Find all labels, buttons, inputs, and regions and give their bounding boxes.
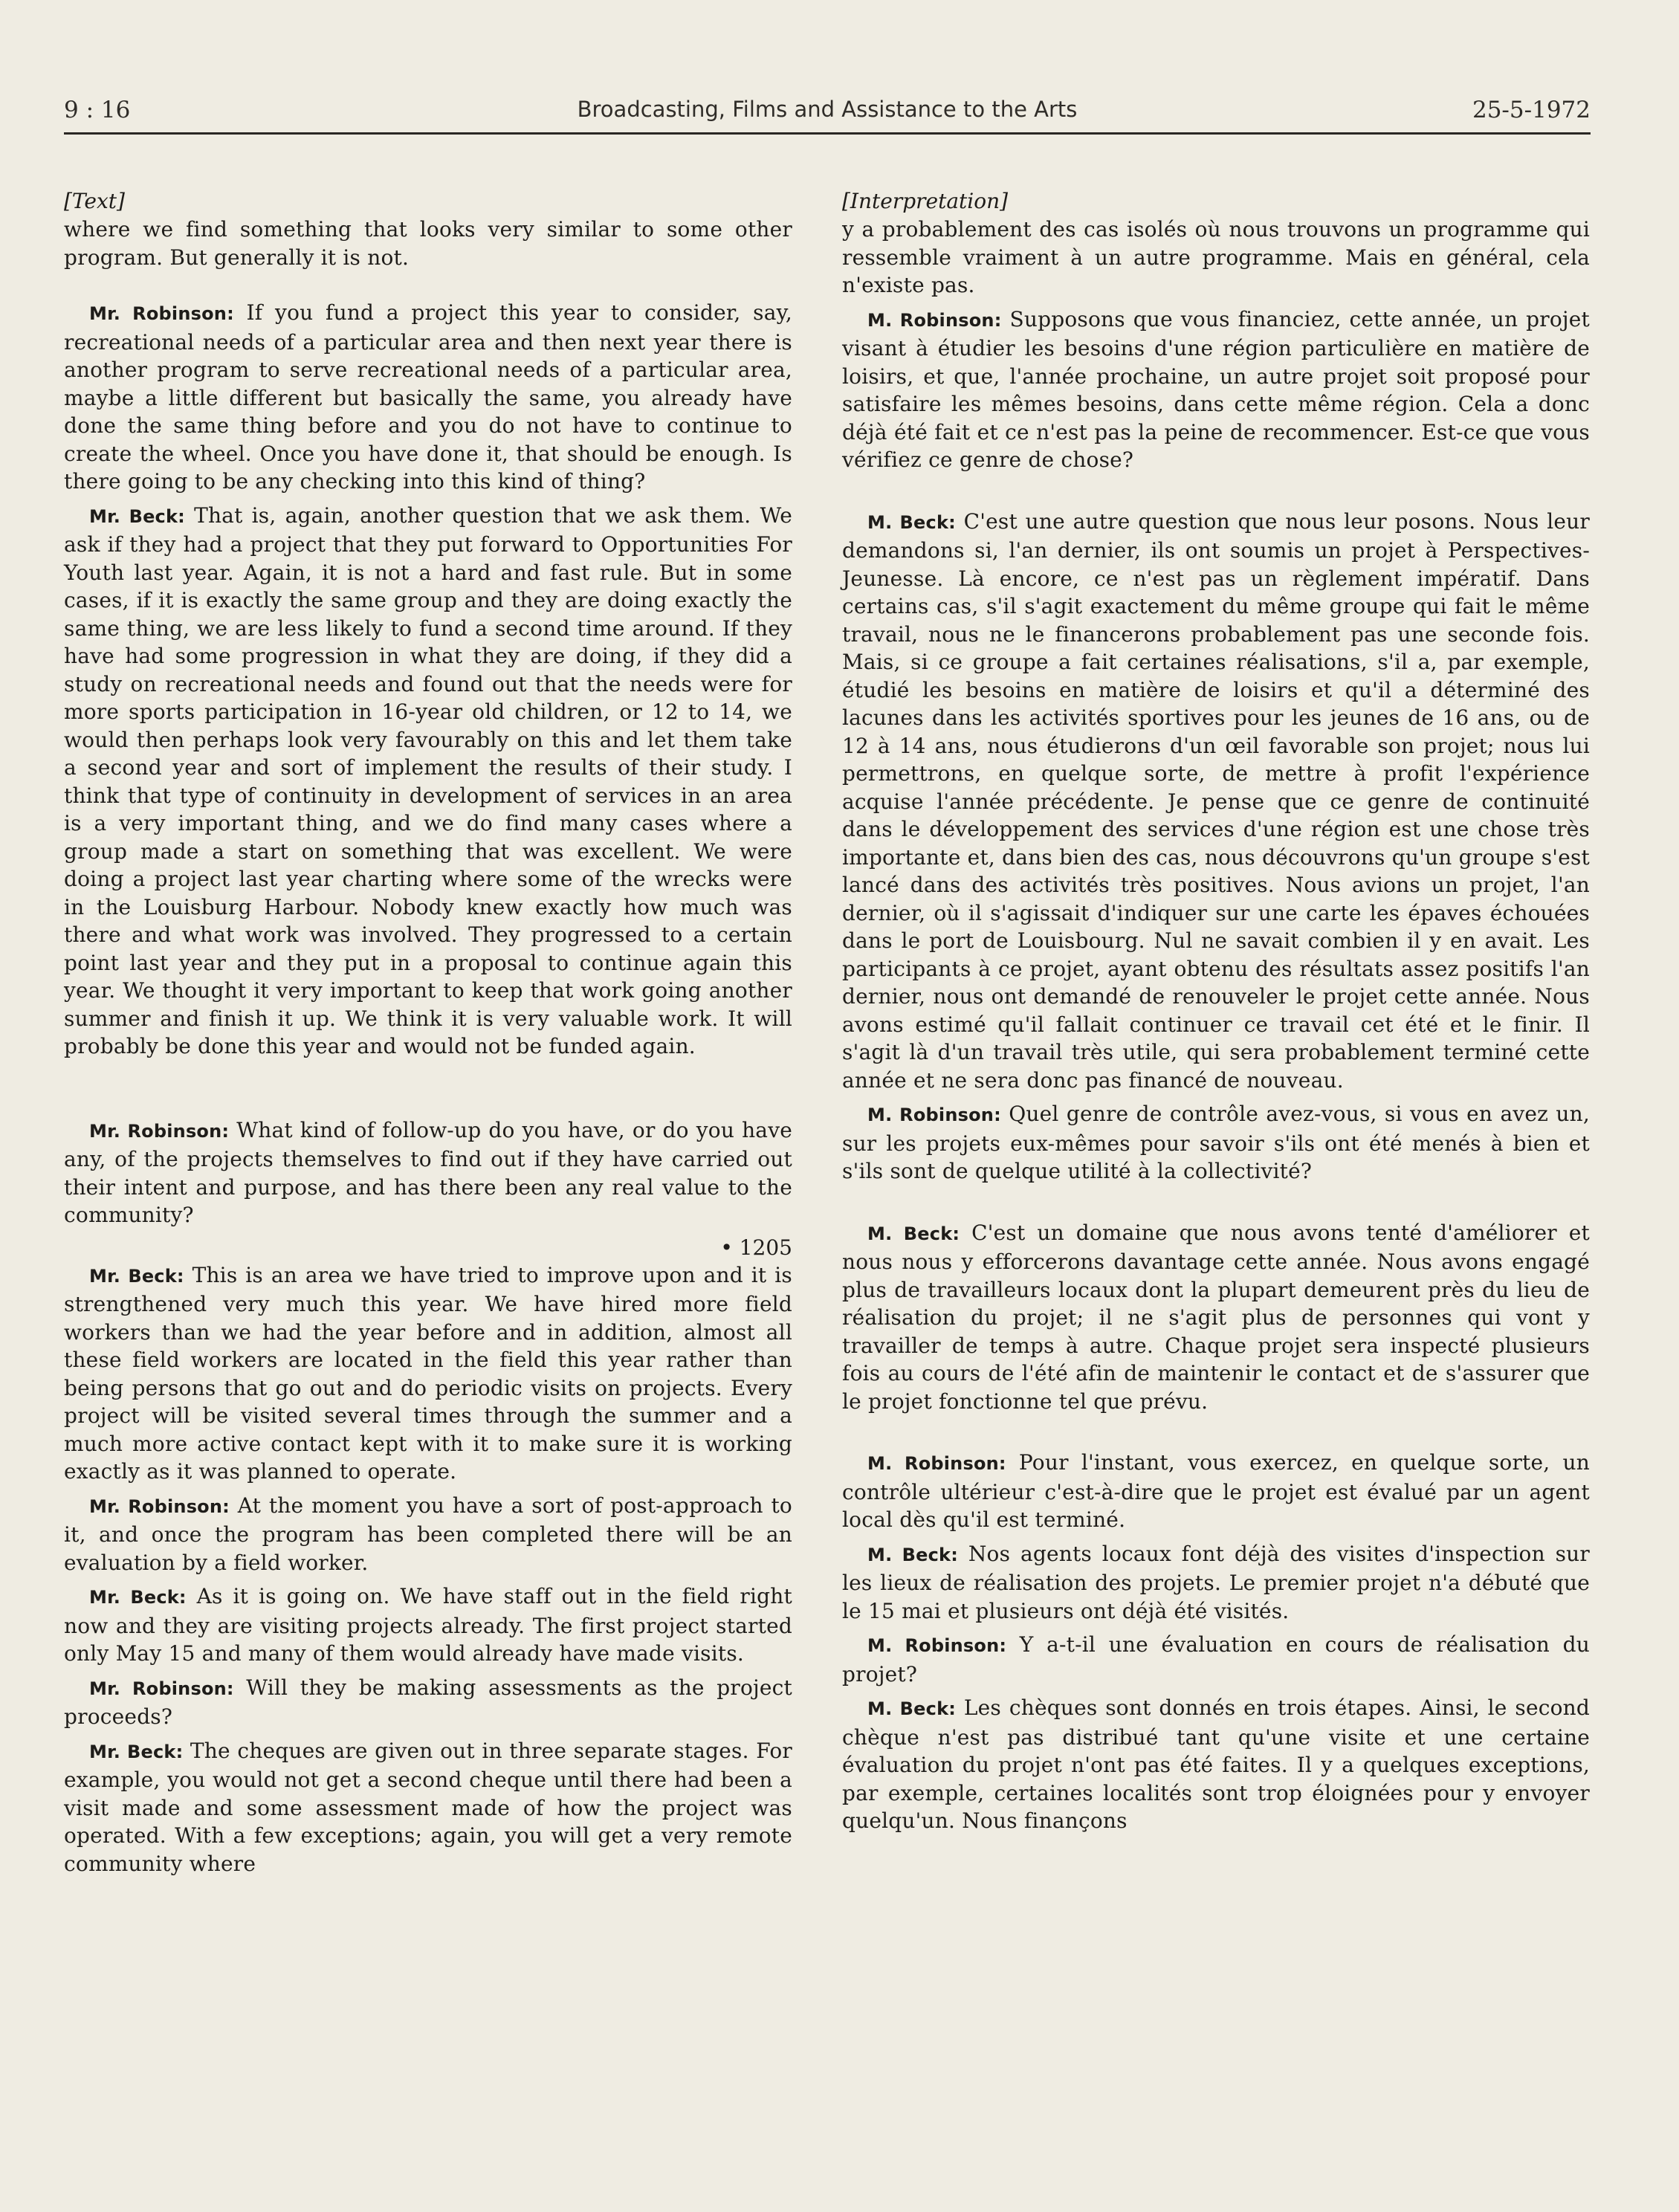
paragraph-robinson [64,1116,792,1229]
speaker-label: M. Robinson: [867,1635,1007,1656]
speaker-label: M. Robinson: [867,1105,1001,1125]
speaker-label: M. Beck: [867,1223,960,1244]
speaker-label: M. Beck: [867,1698,957,1719]
speaker-label: Mr. Beck: [89,1741,184,1762]
speaker-label: Mr. Robinson: [89,1495,230,1517]
paragraph-text: Les chèques sont donnés en trois étapes. Ainsi, le second chèque n'est pas distribué tant qu'une visite et une certaine évaluation du projet n'ont pas été faites. Il y a quelques exceptions, par exemple, certaines localités sont trop éloignées pour y envoyer quelqu'un. Nous finançons [842,1695,1591,1833]
paragraph-text: Will they be making assessments as the project proceeds? [64,1675,792,1729]
paragraph-beck [64,1737,792,1878]
paragraph-beck [842,1694,1590,1835]
paragraph-robinson [842,305,1590,474]
paragraph-text: Quel genre de contrôle avez-vous, si vous en avez un, sur les projets eux-mêmes pour savoir s'ils ont été menés à bien et s'ils sont de quelque utilité à la collectivité? [842,1102,1590,1183]
paragraph-beck [64,502,792,1061]
paragraph-text: If you fund a project this year to consider, say, recreational needs of a particular area and then next year there is another program to serve recreational needs of a particular area, maybe a little different but basically the same, you already have done the same thing before and you do not have to continue to create the wheel. Once you have done it, that should be enough. Is there going to be any checking into this kind of thing? [64,300,792,494]
paragraph-text: Nos agents locaux font déjà des visites d'inspection sur les lieux de réalisation des projets. Le premier projet n'a débuté que le 15 mai et plusieurs ont déjà été visités. [842,1541,1590,1623]
paragraph-beck [64,1582,792,1668]
paragraph-robinson [64,299,792,496]
paragraph-robinson [842,1449,1590,1534]
speaker-label: Mr. Beck: [89,1265,184,1287]
french-column [842,187,1590,1835]
column-label-interpretation: [Interpretation] [842,189,1009,213]
paragraph-robinson [64,1492,792,1577]
paragraph-continued: where we find something that looks very similar to some other program. But generally it is not. [64,217,792,270]
paragraph-text: What kind of follow-up do you have, or do you have any, of the projects themselves to find out if they have carried out their intent and purpose, and has there been any real value to the community? [64,1117,792,1227]
speaker-label: M. Robinson: [867,309,1002,331]
paragraph-beck [842,1540,1590,1626]
paragraph-robinson [842,1631,1590,1688]
paragraph-text: As it is going on. We have staff out in the field right now and they are visiting projects already. The first project started only May 15 and many of them would already have made visits. [64,1584,792,1666]
page-date: 25-5-1972 [1472,97,1591,123]
speaker-label: Mr. Beck: [89,1587,187,1608]
page-number: 9 : 16 [64,97,131,123]
paragraph-beck [842,508,1590,1095]
paragraph-text: C'est une autre question que nous leur posons. Nous leur demandons si, l'an dernier, ils ont soumis un projet à Perspectives-Jeunesse. Là encore, ce n'est pas un règlement impératif. Dans certains cas, s'il s'agit exactement du même groupe qui fait le même travail, nous ne le financerons probablement pas une seconde fois. Mais, si ce groupe a fait certaines réalisations, s'il a, par exemple, étudié les besoins en matière de loisirs et qu'il a déterminé des lacunes dans les activités sportives pour les jeunes de 16 ans, ou de 12 à 14 ans, nous étudierons d'un œil favorable son projet; nous lui permettrons, en quelque sorte, de mettre à profit l'expérience acquise l'année précédente. Je pense que ce genre de continuité dans le développement des services d'une région est une chose très importante et, dans bien des cas, nous découvrons qu'un groupe s'est lancé dans des activités très positives. Nous avions un projet, l'an dernier, où il s'agissait d'indiquer sur une carte les épaves échouées dans le port de Louisbourg. Nul ne savait combien il y en avait. Les participants à ce projet, ayant obtenu des résultats assez positifs l'an dernier, nous ont demandé de renouveler le projet cette année. Nous avons estimé qu'il fallait continuer ce travail cet été et le finir. Il s'agit là d'un travail très utile, qui sera probablement terminé cette année et ne sera donc pas financé de nouveau. [842,508,1591,1093]
paragraph-text: The cheques are given out in three separate stages. For example, you would not get a second cheque until there had been a visit made and some assessment made of how the project was operated. With a few exceptions; again, you will get a very remote community where [64,1738,792,1876]
page-title: Broadcasting, Films and Assistance to the Arts [577,97,1078,122]
paragraph-continued: y a probablement des cas isolés où nous trouvons un programme qui ressemble vraiment à un autre programme. Mais en général, cela n'existe pas. [842,217,1590,297]
speaker-label: Mr. Beck: [89,505,185,527]
column-label-text: [Text] [64,189,125,213]
paragraph-text: At the moment you have a sort of post-approach to it, and once the program has been completed there will be an evaluation by a field worker. [64,1493,792,1575]
speaker-label: Mr. Robinson: [89,1678,234,1699]
paragraph-text: Pour l'instant, vous exercez, en quelque sorte, un contrôle ultérieur c'est-à-dire que le projet est évalué par un agent local dès qu'il est terminé. [842,1450,1590,1532]
paragraph-text: This is an area we have tried to improve upon and it is strengthened very much this year. We have hired more field workers than we had the year before and in addition, almost all these field workers are located in the field this year rather than being persons that go out and do periodic visits on projects. Every project will be visited several times through the summer and a much more active contact kept with it to make sure it is working exactly as it was planned to operate. [64,1262,792,1484]
paragraph-text: Y a-t-il une évaluation en cours de réalisation du projet? [842,1632,1590,1687]
speaker-label: M. Beck: [867,511,956,533]
english-column [64,187,792,1878]
speaker-label: Mr. Robinson: [89,303,234,324]
paragraph-beck [64,1261,792,1486]
paragraph-robinson [64,1674,792,1731]
paragraph-text: That is, again, another question that we ask them. We ask if they had a project that they put forward to Opportunities For Youth last year. Again, it is not a hard and fast rule. But in some cases, if it is exactly the same group and they are doing exactly the same thing, we are less likely to fund a second time around. If they have had some progression in what they are doing, if they did a study on recreational needs and found out that the needs were for more sports participation in 16-year old children, or 12 to 14, we would then perhaps look very favourably on this and let them take a second year and sort of implement the results of their study. I think that type of continuity in development of services in an area is a very important thing, and we do find many cases where a group made a start on something that was excellent. We were doing a project last year charting where some of the wrecks were in the Louisburg Harbour. Nobody knew exactly how much was there and what work was involved. They progressed to a certain point last year and they put in a proposal to continue again this year. We thought it very important to keep that work going another summer and finish it up. We think it is very valuable work. It will probably be done this year and would not be funded again. [64,502,792,1058]
paragraph-text: Supposons que vous financiez, cette année, un projet visant à étudier les besoins d'une région particulière en matière de loisirs, et que, l'année prochaine, un autre projet soit proposé pour satisfaire les mêmes besoins, dans cette même région. Cela a donc déjà été fait et ce n'est pas la peine de recommencer. Est-ce que vous vérifiez ce genre de chose? [842,306,1590,472]
speaker-label: M. Robinson: [867,1453,1006,1474]
paragraph-beck [842,1219,1590,1416]
speaker-label: M. Beck: [867,1544,959,1565]
paragraph-robinson [842,1100,1590,1186]
page-header [64,91,1591,135]
time-marker: • 1205 [720,1235,792,1260]
paragraph-text: C'est un domaine que nous avons tenté d'améliorer et nous nous y efforcerons davantage cette année. Nous avons engagé plus de travailleurs locaux dont la plupart demeurent près du lieu de réalisation du projet; il ne s'agit plus de personnes qui vont y travailler de temps à autre. Chaque projet sera inspecté plusieurs fois au cours de l'été afin de maintenir le contact et de s'assurer que le projet fonctionne tel que prévu. [842,1220,1590,1414]
speaker-label: Mr. Robinson: [89,1120,230,1142]
